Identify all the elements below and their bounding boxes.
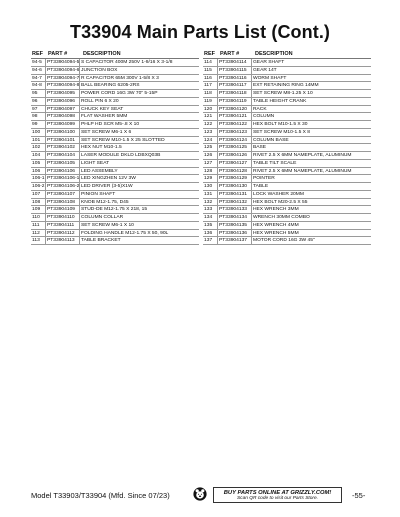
table-row bbox=[31, 106, 199, 114]
table-row bbox=[203, 214, 371, 222]
row-part-number: PT33904118 bbox=[218, 90, 252, 97]
row-ref: 113 bbox=[31, 237, 46, 244]
row-description: COLUMN bbox=[253, 114, 275, 120]
table-row bbox=[31, 230, 199, 238]
parts-tables bbox=[31, 50, 371, 250]
row-part-number: PT33904102 bbox=[46, 144, 80, 151]
grizzly-bear-icon bbox=[193, 487, 207, 501]
table-row bbox=[31, 75, 199, 83]
row-ref: 125 bbox=[203, 144, 218, 151]
table-row bbox=[31, 175, 199, 183]
parts-table-left bbox=[31, 50, 199, 245]
table-row bbox=[31, 152, 199, 160]
parts-table-right bbox=[203, 50, 371, 245]
row-part-number: PT33904094-6 bbox=[47, 67, 80, 73]
row-ref: 114 bbox=[203, 59, 218, 66]
table-row bbox=[31, 59, 199, 67]
row-description: BASE bbox=[253, 145, 267, 151]
table-row bbox=[31, 183, 199, 191]
table-row bbox=[203, 82, 371, 90]
row-part-number: PT33904098 bbox=[46, 113, 80, 120]
table-row bbox=[203, 230, 371, 238]
table-row bbox=[31, 98, 199, 106]
row-part-number: PT33904094-5 bbox=[47, 60, 80, 65]
row-description: TABLE BRACKET bbox=[81, 238, 121, 244]
row-description: LED DRIVER (3-5)X1W bbox=[81, 184, 133, 189]
row-part-number: PT33904132 bbox=[218, 199, 252, 206]
row-ref: 95 bbox=[31, 90, 46, 97]
header-description: DESCRIPTION bbox=[83, 51, 121, 57]
row-part-number: PT33904131 bbox=[218, 191, 252, 198]
row-ref: 106-2 bbox=[32, 184, 45, 189]
table-row bbox=[203, 152, 371, 160]
row-description: STUD-DE M12-1.75 X 218, 15 bbox=[81, 207, 148, 213]
row-part-number: PT33904106-1 bbox=[47, 176, 80, 182]
row-part-number: PT33904104 bbox=[46, 152, 80, 159]
banner-subtext: Scan QR code to visit our Parts Store. bbox=[236, 495, 319, 501]
table-header bbox=[203, 50, 371, 59]
row-part-number: PT33904106-2 bbox=[47, 184, 80, 189]
row-ref: 133 bbox=[203, 206, 218, 213]
row-part-number: PT33904095 bbox=[46, 90, 80, 97]
table-row bbox=[203, 222, 371, 230]
table-row bbox=[31, 144, 199, 152]
banner-headline: BUY PARTS ONLINE AT GRIZZLY.COM! bbox=[223, 489, 332, 496]
row-description: TABLE bbox=[253, 184, 269, 189]
row-ref: 124 bbox=[203, 137, 218, 144]
row-description: TABLE TILT SCALE bbox=[253, 160, 297, 166]
row-part-number: PT33904124 bbox=[218, 137, 252, 144]
page-footer bbox=[0, 486, 400, 506]
row-description: LED XINGZHEN 12V 3W bbox=[81, 176, 136, 182]
row-description: SET SCREW M6-1 X 6 bbox=[81, 129, 132, 135]
row-ref: 119 bbox=[203, 98, 218, 105]
table-row bbox=[203, 160, 371, 168]
row-part-number: PT33904094-7 bbox=[47, 75, 80, 81]
row-ref: 101 bbox=[31, 137, 46, 144]
row-ref: 106-1 bbox=[32, 176, 45, 182]
row-ref: 109 bbox=[31, 206, 46, 213]
table-row bbox=[31, 67, 199, 75]
row-part-number: PT33904119 bbox=[218, 98, 252, 105]
row-ref: 118 bbox=[203, 90, 218, 97]
table-row bbox=[203, 98, 371, 106]
row-ref: 129 bbox=[203, 175, 218, 182]
row-description: PINION SHAFT bbox=[81, 191, 116, 197]
row-ref: 112 bbox=[31, 230, 46, 237]
row-description: HEX WRENCH 3MM bbox=[253, 207, 299, 213]
row-part-number: PT33904135 bbox=[218, 222, 252, 229]
row-part-number: PT33904107 bbox=[46, 191, 80, 198]
header-description: DESCRIPTION bbox=[255, 51, 293, 57]
table-row bbox=[31, 137, 199, 145]
row-ref: 134 bbox=[203, 214, 218, 221]
row-part-number: PT33904106 bbox=[46, 168, 80, 175]
table-row bbox=[203, 175, 371, 183]
table-row bbox=[203, 183, 371, 191]
row-ref: 107 bbox=[31, 191, 46, 198]
row-description: FLAT WASHER 5MM bbox=[81, 114, 128, 120]
row-ref: 120 bbox=[203, 106, 218, 113]
row-part-number: PT33904111 bbox=[46, 222, 80, 229]
row-part-number: PT33904125 bbox=[218, 144, 252, 151]
row-description: PHLP HD SCR M5-.8 X 10 bbox=[81, 122, 140, 127]
table-row bbox=[203, 144, 371, 152]
row-part-number: PT33904116 bbox=[218, 75, 252, 82]
row-ref: 102 bbox=[31, 144, 46, 151]
table-row bbox=[31, 191, 199, 199]
table-row bbox=[203, 67, 371, 75]
table-row bbox=[203, 206, 371, 214]
row-description: MOTOR CORD 16G 3W 45" bbox=[253, 238, 315, 244]
row-part-number: PT33904129 bbox=[218, 175, 252, 182]
table-row bbox=[31, 121, 199, 129]
table-row bbox=[31, 113, 199, 121]
row-description: HEX BOLT M10-1.5 X 30 bbox=[253, 122, 308, 127]
row-description: ROLL PIN 6 X 20 bbox=[81, 98, 119, 104]
parts-online-banner bbox=[213, 487, 342, 503]
table-row bbox=[31, 199, 199, 207]
row-description: SET SCREW M8-1.25 X 10 bbox=[253, 91, 313, 96]
row-description: HEX BOLT M20-2.5 X 55 bbox=[253, 199, 308, 205]
row-description: LOCK WASHER 20MM bbox=[253, 191, 304, 197]
row-description: BALL BEARING 6205-2RS bbox=[81, 83, 140, 89]
row-ref: 94-8 bbox=[31, 82, 46, 89]
table-header bbox=[31, 50, 199, 59]
table-row bbox=[31, 129, 199, 137]
table-row bbox=[31, 222, 199, 230]
row-part-number: PT33904137 bbox=[218, 237, 252, 244]
table-row bbox=[31, 214, 199, 222]
row-description: LIGHT SEAT bbox=[81, 160, 110, 166]
row-ref: 122 bbox=[203, 121, 218, 128]
row-description: RIVET 2.5 X 6MM NAMEPLATE, ALUMINUM bbox=[253, 153, 352, 158]
table-row bbox=[31, 168, 199, 176]
row-ref: 96 bbox=[31, 98, 46, 105]
table-row bbox=[203, 199, 371, 207]
table-row bbox=[31, 90, 199, 98]
row-ref: 128 bbox=[203, 168, 218, 175]
table-row bbox=[31, 82, 199, 90]
header-ref: REF bbox=[32, 51, 43, 57]
row-ref: 117 bbox=[203, 82, 218, 89]
row-part-number: PT33904130 bbox=[218, 183, 252, 190]
row-ref: 108 bbox=[31, 199, 46, 206]
row-description: POINTER bbox=[253, 176, 275, 182]
row-description: HEX WRENCH 4MM bbox=[253, 222, 299, 228]
row-description: POWER CORD 16G 3W 70" 5-15P bbox=[81, 91, 158, 96]
row-part-number: PT33904105 bbox=[46, 160, 80, 167]
row-description: SET SCREW M10-1.5 X 8 bbox=[253, 129, 310, 135]
row-part-number: PT33904128 bbox=[218, 168, 252, 175]
row-ref: 135 bbox=[203, 222, 218, 229]
row-part-number: PT33904136 bbox=[218, 230, 252, 237]
row-part-number: PT33904100 bbox=[46, 129, 80, 136]
table-row bbox=[203, 59, 371, 67]
row-part-number: PT33904127 bbox=[218, 160, 252, 167]
row-description: COLUMN COLLAR bbox=[81, 215, 124, 220]
row-description: EXT RETAINING RING 14MM bbox=[253, 83, 319, 89]
row-description: GEAR SHAFT bbox=[253, 60, 285, 65]
row-part-number: PT33904112 bbox=[46, 230, 80, 237]
row-ref: 106 bbox=[31, 168, 46, 175]
row-description: S CAPACITOR 400M 250V 1-9/16 X 3-1/8 bbox=[81, 60, 173, 65]
row-part-number: PT33904115 bbox=[218, 67, 252, 74]
table-row bbox=[203, 237, 371, 245]
row-description: RACK bbox=[253, 106, 267, 112]
table-row bbox=[31, 206, 199, 214]
table-row bbox=[203, 137, 371, 145]
table-row bbox=[203, 90, 371, 98]
table-row bbox=[203, 191, 371, 199]
row-description: COLUMN BASE bbox=[253, 137, 289, 143]
row-description: CHUCK KEY SEAT bbox=[81, 106, 124, 112]
row-ref: 111 bbox=[31, 222, 46, 229]
table-row bbox=[203, 106, 371, 114]
row-ref: 94-7 bbox=[31, 75, 46, 82]
table-row bbox=[203, 129, 371, 137]
header-part: PART # bbox=[48, 51, 68, 57]
row-part-number: PT33904126 bbox=[218, 152, 252, 159]
row-ref: 98 bbox=[31, 113, 46, 120]
row-ref: 130 bbox=[203, 183, 218, 190]
row-description: HEX NUT M10-1.5 bbox=[81, 145, 122, 151]
row-part-number: PT33904108 bbox=[46, 199, 80, 206]
row-description: WRENCH 30MM COMBO bbox=[253, 215, 310, 220]
row-part-number: PT33904101 bbox=[46, 137, 80, 144]
row-ref: 94-5 bbox=[31, 59, 46, 66]
table-row bbox=[203, 75, 371, 83]
row-description: SET SCREW M10-1.5 X 25 SLOTTED bbox=[81, 137, 165, 143]
table-row bbox=[203, 168, 371, 176]
header-part: PART # bbox=[220, 51, 240, 57]
row-description: LED ASSEMBLY bbox=[81, 168, 118, 174]
row-ref: 99 bbox=[31, 121, 46, 128]
row-description: RIVET 2.5 X 6MM NAMEPLATE, ALUMINUM bbox=[253, 168, 352, 174]
row-part-number: PT33904120 bbox=[218, 106, 252, 113]
row-ref: 115 bbox=[203, 67, 218, 74]
table-body bbox=[203, 59, 371, 245]
row-description: GEAR 14T bbox=[253, 67, 277, 73]
row-part-number: PT33904109 bbox=[46, 206, 80, 213]
row-ref: 127 bbox=[203, 160, 218, 167]
row-ref: 136 bbox=[203, 230, 218, 237]
row-part-number: PT33904133 bbox=[218, 206, 252, 213]
page-title: T33904 Main Parts List (Cont.) bbox=[69, 22, 331, 42]
row-part-number: PT33904097 bbox=[46, 106, 80, 113]
table-row bbox=[203, 113, 371, 121]
row-part-number: PT33904114 bbox=[218, 59, 252, 66]
row-description: R CAPACITOR 65M 300V 1-5/8 X 3 bbox=[81, 75, 159, 81]
row-ref: 132 bbox=[203, 199, 218, 206]
row-part-number: PT33904121 bbox=[218, 113, 252, 120]
row-part-number: PT33904117 bbox=[218, 82, 252, 89]
row-ref: 131 bbox=[203, 191, 218, 198]
row-part-number: PT33904122 bbox=[218, 121, 252, 128]
row-description: LASER MODULE DKLD LDBXQ03B bbox=[81, 153, 161, 158]
row-part-number: PT33904134 bbox=[218, 214, 252, 221]
row-ref: 121 bbox=[203, 113, 218, 120]
row-ref: 126 bbox=[203, 152, 218, 159]
row-ref: 137 bbox=[203, 237, 218, 244]
table-row bbox=[31, 237, 199, 245]
row-part-number: PT33904094-8 bbox=[47, 83, 80, 89]
row-ref: 105 bbox=[31, 160, 46, 167]
header-ref: REF bbox=[204, 51, 215, 57]
row-description: HEX WRENCH 5MM bbox=[253, 230, 299, 236]
table-body bbox=[31, 59, 199, 245]
row-part-number: PT33904113 bbox=[46, 237, 80, 244]
row-ref: 110 bbox=[31, 214, 46, 221]
model-label: Model T33903/T33904 (Mfd. Since 07/23) bbox=[31, 491, 170, 500]
row-ref: 94-6 bbox=[31, 67, 46, 74]
row-description: TABLE HEIGHT CRANK bbox=[253, 98, 307, 104]
row-ref: 100 bbox=[31, 129, 46, 136]
row-ref: 104 bbox=[31, 152, 46, 159]
table-row bbox=[203, 121, 371, 129]
row-part-number: PT33904123 bbox=[218, 129, 252, 136]
row-description: SET SCREW M6-1 X 10 bbox=[81, 222, 134, 228]
row-description: JUNCTION BOX bbox=[81, 67, 118, 73]
row-description: KNOB M12-1.75, D45 bbox=[81, 199, 129, 205]
row-ref: 123 bbox=[203, 129, 218, 136]
table-row bbox=[31, 160, 199, 168]
row-description: WORM SHAFT bbox=[253, 75, 287, 81]
row-part-number: PT33904110 bbox=[46, 214, 80, 221]
row-description: FOLDING HANDLE M12-1.75 X 50, 90L bbox=[81, 230, 169, 236]
row-ref: 116 bbox=[203, 75, 218, 82]
row-part-number: PT33904096 bbox=[46, 98, 80, 105]
page-number: -55- bbox=[352, 491, 366, 500]
row-part-number: PT33904099 bbox=[46, 121, 80, 128]
row-ref: 97 bbox=[31, 106, 46, 113]
